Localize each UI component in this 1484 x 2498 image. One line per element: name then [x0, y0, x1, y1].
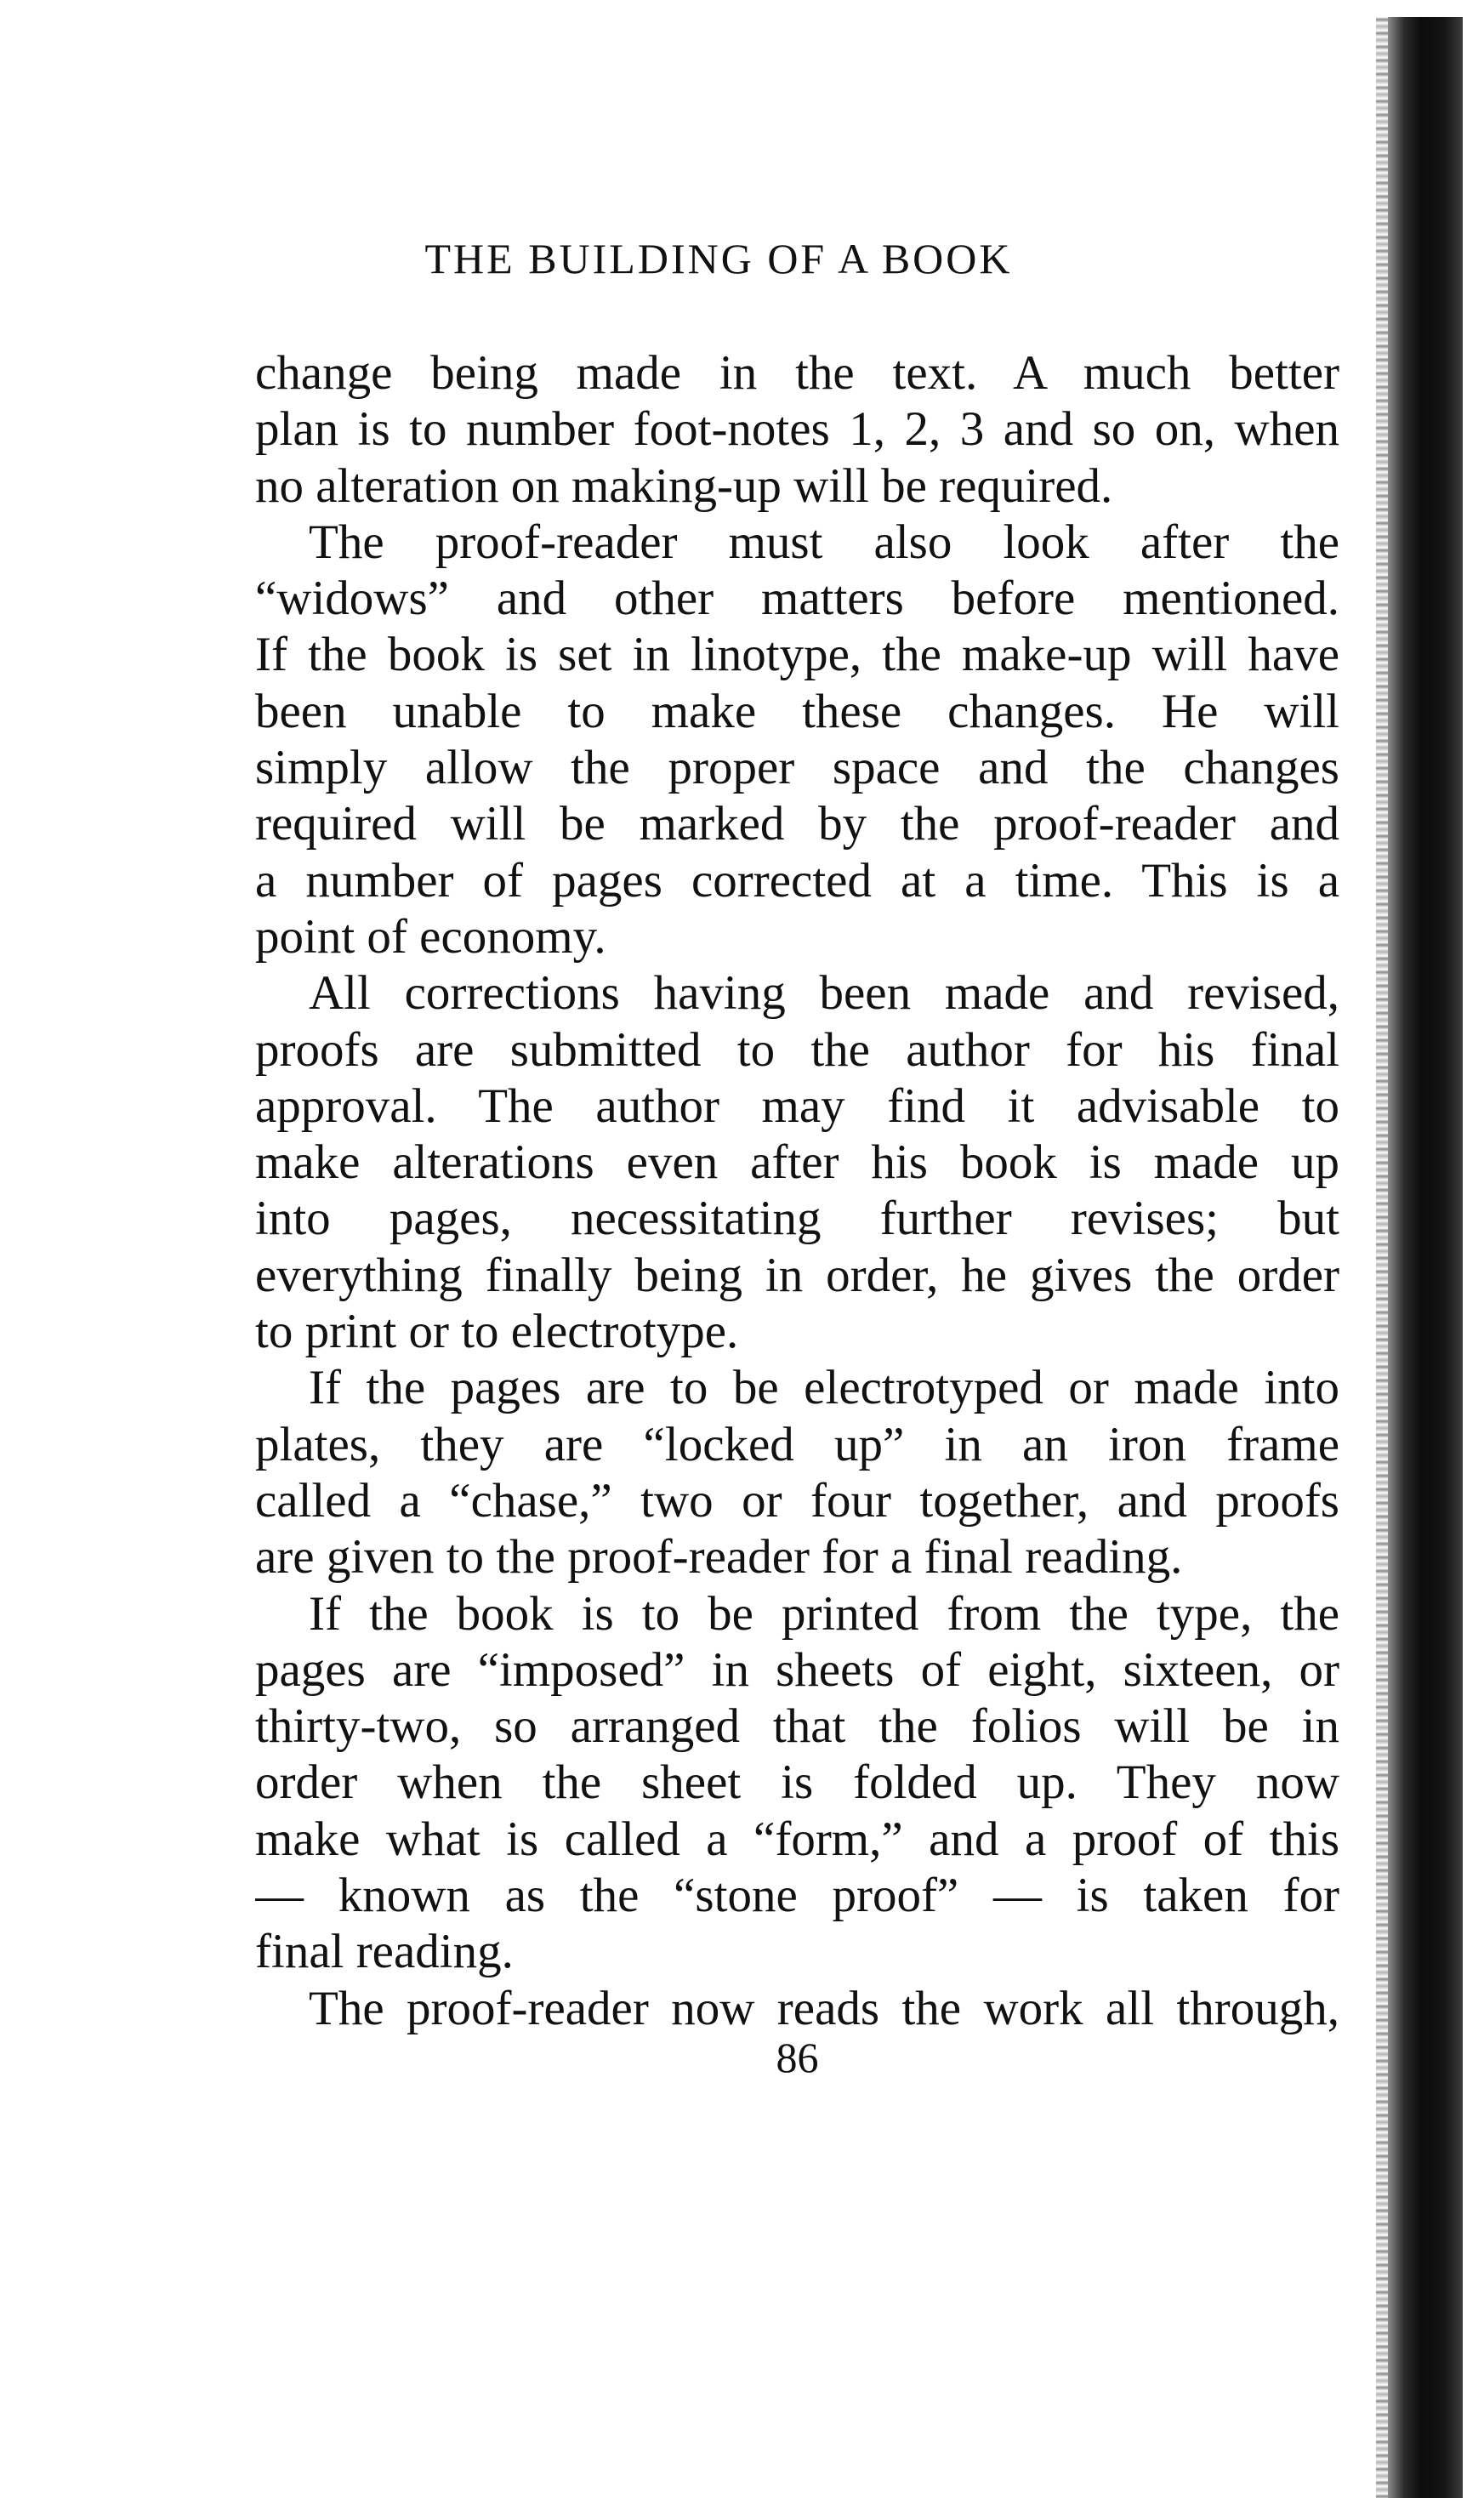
text-line: The proof-reader now reads the work all through, — [309, 1981, 1339, 2035]
body-text — [255, 345, 1339, 2037]
text-line: called a “chase,” two or four together, and proofs — [255, 1473, 1339, 1528]
running-head: THE BUILDING OF A BOOK — [424, 235, 1013, 282]
text-line: a number of pages corrected at a time. This is a — [255, 853, 1339, 908]
text-line: thirty-two, so arranged that the folios will be in — [255, 1699, 1339, 1754]
text-line: simply allow the proper space and the changes — [255, 741, 1339, 795]
text-line: are given to the proof-reader for a final reading. — [255, 1530, 1183, 1585]
text-line: proofs are submitted to the author for his final — [255, 1022, 1339, 1077]
text-line: to print or to electrotype. — [255, 1305, 739, 1359]
text-line: The proof-reader must also look after the — [309, 515, 1339, 569]
text-line: plan is to number foot-notes 1, 2, 3 and so on, when — [255, 402, 1339, 457]
text-line: approval. The author may find it advisable to — [255, 1078, 1339, 1133]
text-line: required will be marked by the proof-reader and — [255, 797, 1339, 851]
text-line: If the book is to be printed from the type, the — [309, 1586, 1339, 1641]
text-line: All corrections having been made and revised, — [309, 966, 1339, 1021]
text-line: point of economy. — [255, 909, 606, 964]
text-line: If the book is set in linotype, the make-up will have — [255, 628, 1339, 682]
text-line: make alterations even after his book is made up — [255, 1135, 1339, 1190]
text-line: been unable to make these changes. He will — [255, 684, 1339, 738]
text-line: everything finally being in order, he gives the order — [255, 1248, 1339, 1302]
text-line: — known as the “stone proof” — is taken for — [255, 1869, 1339, 1923]
text-line: If the pages are to be electrotyped or made into — [309, 1361, 1339, 1415]
book-binding-edge — [1388, 17, 1463, 2498]
text-line: plates, they are “locked up” in an iron frame — [255, 1417, 1339, 1471]
page-number: 86 — [776, 2034, 819, 2081]
text-line: make what is called a “form,” and a proof of this — [255, 1812, 1339, 1866]
text-line: “widows” and other matters before mentioned. — [255, 572, 1339, 626]
text-line: order when the sheet is folded up. They now — [255, 1755, 1339, 1810]
text-line: into pages, necessitating further revises; but — [255, 1192, 1339, 1246]
text-line: no alteration on making-up will be required. — [255, 458, 1113, 513]
text-line: pages are “imposed” in sheets of eight, sixteen, or — [255, 1642, 1339, 1697]
text-line: final reading. — [255, 1925, 514, 1979]
text-line: change being made in the text. A much better — [255, 346, 1339, 400]
